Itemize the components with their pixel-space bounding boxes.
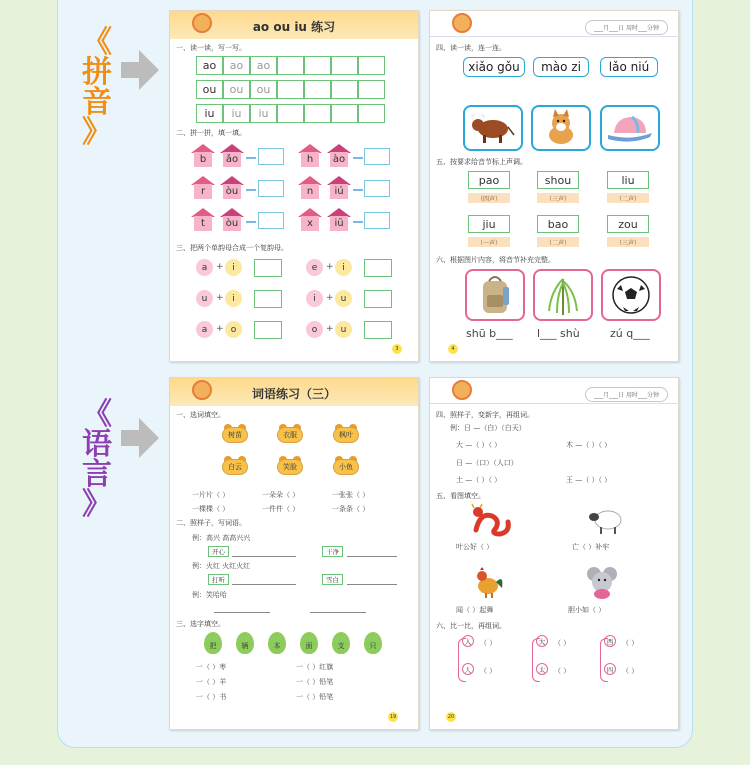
- plus-sign: +: [326, 293, 334, 303]
- question-3: 三、选字填空。: [176, 620, 225, 628]
- idiom-blank[interactable]: 叶公好（ ）: [456, 543, 494, 551]
- fill-blank[interactable]: （ ）: [554, 667, 571, 675]
- label-char: 音: [82, 85, 112, 120]
- word-bear[interactable]: 小鱼: [333, 456, 359, 476]
- house-consonant: x: [298, 208, 322, 232]
- cell: iu: [196, 104, 223, 123]
- page-number: 20: [447, 714, 455, 720]
- blank-cell[interactable]: [358, 80, 385, 99]
- date-time-header: ___月___日 用时___分钟: [585, 387, 668, 402]
- label-char: 《: [82, 25, 112, 60]
- vowel-a: a: [196, 259, 213, 276]
- page-title: ao ou iu 练习: [252, 20, 336, 34]
- answer-line[interactable]: [347, 584, 397, 585]
- fill-blank[interactable]: 木 —（ ）（ ）: [566, 441, 612, 449]
- mouse-picture: [582, 564, 622, 600]
- fill-blank[interactable]: 一（ ）铅笔: [296, 693, 334, 701]
- syllable-box[interactable]: zou: [607, 215, 649, 233]
- fill-blank[interactable]: shū b___: [466, 327, 513, 340]
- house-consonant: t: [191, 208, 215, 232]
- compare-char: 太: [536, 663, 548, 675]
- cell: ao: [196, 56, 223, 75]
- answer-box[interactable]: [364, 290, 392, 308]
- fill-blank[interactable]: （ ）: [480, 667, 497, 675]
- title-bar: [430, 11, 678, 37]
- house-vowel: ǎo: [220, 144, 244, 168]
- arrow-connector: [353, 221, 363, 223]
- soccer-ball-picture: [601, 269, 661, 321]
- fill-blank[interactable]: 一（ ）枣: [196, 663, 227, 671]
- tone-label: （二声）: [537, 237, 579, 247]
- blank-cell[interactable]: [277, 104, 304, 123]
- writing-row: [196, 80, 385, 99]
- compare-char: 入: [462, 635, 474, 647]
- arrow-right-icon: [121, 416, 159, 460]
- arrow-connector: [353, 157, 363, 159]
- idiom-blank[interactable]: 胆小如（ ）: [568, 606, 606, 614]
- date-time-header: ___月___日 用时___分钟: [585, 20, 668, 35]
- tone-label: （二声）: [607, 193, 649, 203]
- answer-line[interactable]: [232, 556, 296, 557]
- trace-cell[interactable]: iu: [250, 104, 277, 123]
- house-vowel: iū: [327, 208, 351, 232]
- example-text: 日 —（口）（人口）: [456, 459, 518, 467]
- fill-blank[interactable]: l___ shù: [537, 327, 580, 340]
- trace-cell: iu: [223, 104, 250, 123]
- blank-cell[interactable]: [277, 80, 304, 99]
- fill-blank[interactable]: 王 —（ ）（ ）: [566, 476, 612, 484]
- question-5: 五、按要求给音节标上声调。: [436, 158, 527, 166]
- char-pear[interactable]: 面: [300, 632, 318, 654]
- syllable-box[interactable]: pao: [468, 171, 510, 189]
- sheep-picture: [586, 504, 626, 536]
- trace-cell[interactable]: ou: [250, 80, 277, 99]
- blank-cell[interactable]: [304, 104, 331, 123]
- compare-char: 西: [604, 635, 616, 647]
- compare-char: 人: [462, 663, 474, 675]
- word-bear[interactable]: 笑脸: [277, 456, 303, 476]
- tone-label: （三声）: [537, 193, 579, 203]
- example-text: 例：日 —（白）（白天）: [450, 424, 526, 432]
- blank-cell[interactable]: [331, 56, 358, 75]
- word-box: 雪白: [322, 574, 343, 585]
- fill-blank[interactable]: （ ）: [622, 667, 639, 675]
- willow-tree-picture: [533, 269, 593, 321]
- blank-cell[interactable]: [358, 104, 385, 123]
- question-3: 三、把两个单韵母合成一个复韵母。: [176, 244, 288, 252]
- compare-char: 大: [536, 635, 548, 647]
- answer-box[interactable]: [364, 321, 392, 339]
- house-vowel: ào: [327, 144, 351, 168]
- writing-row: [196, 104, 385, 123]
- workbook-page-20: [429, 377, 679, 730]
- pinyin-word[interactable]: mào zi: [533, 57, 589, 77]
- fill-blank[interactable]: zú q___: [610, 327, 650, 340]
- workbook-page-4: [429, 10, 679, 362]
- pinyin-word[interactable]: xiǎo gǒu: [463, 57, 525, 77]
- label-char: 《: [82, 397, 112, 432]
- tone-label: （一声）: [468, 237, 510, 247]
- pinyin-word[interactable]: lǎo niú: [600, 57, 658, 77]
- compare-char: 四: [604, 663, 616, 675]
- plus-sign: +: [216, 324, 224, 334]
- answer-box[interactable]: [258, 180, 284, 197]
- house-consonant: r: [191, 176, 215, 200]
- title-bar: [170, 11, 418, 39]
- char-pear[interactable]: 支: [332, 632, 350, 654]
- answer-box[interactable]: [258, 212, 284, 229]
- vowel-b: i: [335, 259, 352, 276]
- fill-blank[interactable]: 一（ ）书: [196, 693, 227, 701]
- idiom-blank[interactable]: 亡（ ）补牢: [572, 543, 610, 551]
- trace-cell: ao: [223, 56, 250, 75]
- fill-blank[interactable]: 一条条（ ）: [332, 505, 370, 513]
- writing-row: [196, 56, 385, 75]
- answer-box[interactable]: [254, 321, 282, 339]
- label-char: 言: [82, 457, 112, 492]
- answer-line[interactable]: [347, 556, 397, 557]
- arrow-connector: [246, 157, 256, 159]
- vowel-b: u: [335, 321, 352, 338]
- dragon-picture: [470, 502, 514, 538]
- answer-box[interactable]: [254, 259, 282, 277]
- syllable-box[interactable]: shou: [537, 171, 579, 189]
- word-box: 开心: [208, 546, 229, 557]
- word-bear[interactable]: 树苗: [222, 424, 248, 444]
- arrow-connector: [246, 189, 256, 191]
- arrow-connector: [246, 221, 256, 223]
- char-pear[interactable]: 把: [204, 632, 222, 654]
- vowel-b: o: [225, 321, 242, 338]
- blank-cell[interactable]: [331, 80, 358, 99]
- answer-box[interactable]: [364, 148, 390, 165]
- question-1: 一、读一读，写一写。: [176, 44, 246, 52]
- fill-blank[interactable]: （ ）: [554, 639, 571, 647]
- house-vowel: òu: [220, 208, 244, 232]
- answer-box[interactable]: [258, 148, 284, 165]
- page-number: 19: [389, 714, 397, 720]
- blank-cell[interactable]: [277, 56, 304, 75]
- question-1: 一、选词填空。: [176, 411, 225, 419]
- language-section-label: [80, 397, 114, 522]
- fill-blank[interactable]: 土 —（ ）（ ）: [456, 476, 502, 484]
- char-pear[interactable]: 本: [268, 632, 286, 654]
- house-vowel: òu: [220, 176, 244, 200]
- example-text: 例：笑哈哈: [192, 591, 227, 599]
- char-pear[interactable]: 辆: [236, 632, 254, 654]
- mascot-icon: [452, 380, 472, 400]
- question-2: 二、拼一拼，填一填。: [176, 129, 246, 137]
- fill-blank[interactable]: 一件件（ ）: [262, 505, 300, 513]
- fill-blank[interactable]: 一（ ）羊: [196, 678, 227, 686]
- fill-blank[interactable]: （ ）: [480, 639, 497, 647]
- tone-label: （四声）: [468, 193, 510, 203]
- arrow-right-icon: [121, 48, 159, 92]
- answer-box[interactable]: [254, 290, 282, 308]
- house-consonant: n: [298, 176, 322, 200]
- vowel-a: i: [306, 290, 323, 307]
- plus-sign: +: [326, 324, 334, 334]
- blank-cell[interactable]: [331, 104, 358, 123]
- workbook-page-3: [169, 10, 419, 362]
- workbook-page-19: [169, 377, 419, 730]
- char-pear[interactable]: 只: [364, 632, 382, 654]
- backpack-picture: [465, 269, 525, 321]
- vowel-b: u: [335, 290, 352, 307]
- word-bear[interactable]: 枫叶: [333, 424, 359, 444]
- syllable-box[interactable]: bao: [537, 215, 579, 233]
- tone-label: （三声）: [607, 237, 649, 247]
- answer-line[interactable]: [232, 584, 296, 585]
- vowel-b: i: [225, 290, 242, 307]
- page-number: 3: [392, 344, 402, 354]
- syllable-box[interactable]: jiu: [468, 215, 510, 233]
- word-bear[interactable]: 白云: [222, 456, 248, 476]
- question-4: 四、照样子，变新字，再组词。: [436, 411, 534, 419]
- ox-picture[interactable]: [463, 105, 523, 151]
- title-bar: [430, 378, 678, 404]
- answer-box[interactable]: [364, 259, 392, 277]
- mascot-icon: [452, 13, 472, 33]
- question-2: 二、照样子，写词语。: [176, 519, 246, 527]
- fill-blank[interactable]: 一朵朵（ ）: [262, 491, 300, 499]
- plus-sign: +: [216, 262, 224, 272]
- trace-cell: ou: [223, 80, 250, 99]
- label-char: 拼: [82, 55, 112, 90]
- answer-box[interactable]: [364, 212, 390, 229]
- arrow-connector: [353, 189, 363, 191]
- plus-sign: +: [216, 293, 224, 303]
- fill-blank[interactable]: 一棵棵（ ）: [192, 505, 230, 513]
- plus-sign: +: [326, 262, 334, 272]
- word-box: 打听: [208, 574, 229, 585]
- question-4: 四、读一读，连一连。: [436, 44, 506, 52]
- fill-blank[interactable]: 大 —（ ）（ ）: [456, 441, 502, 449]
- trace-cell[interactable]: ao: [250, 56, 277, 75]
- house-consonant: b: [191, 144, 215, 168]
- label-char: 》: [82, 115, 112, 150]
- answer-line[interactable]: [214, 612, 270, 613]
- fill-blank[interactable]: 一片片（ ）: [192, 491, 230, 499]
- question-6: 六、比一比，再组词。: [436, 622, 506, 630]
- answer-line[interactable]: [310, 612, 366, 613]
- blank-cell[interactable]: [304, 80, 331, 99]
- fill-blank[interactable]: 一（ ）红旗: [296, 663, 334, 671]
- blank-cell[interactable]: [358, 56, 385, 75]
- word-bear[interactable]: 衣服: [277, 424, 303, 444]
- question-6: 六、根据图片内容，将音节补充完整。: [436, 256, 555, 264]
- label-char: 语: [82, 427, 112, 462]
- answer-box[interactable]: [364, 180, 390, 197]
- house-vowel: iú: [327, 176, 351, 200]
- fill-blank[interactable]: 一张张（ ）: [332, 491, 370, 499]
- fill-blank[interactable]: 一（ ）铅笔: [296, 678, 334, 686]
- vowel-b: i: [225, 259, 242, 276]
- blank-cell[interactable]: [304, 56, 331, 75]
- fill-blank[interactable]: （ ）: [622, 639, 639, 647]
- vowel-a: u: [196, 290, 213, 307]
- title-bar: [170, 378, 418, 406]
- example-text: 例：高兴 高高兴兴: [192, 534, 251, 542]
- vowel-a: o: [306, 321, 323, 338]
- idiom-blank[interactable]: 闻（ ）起舞: [456, 606, 494, 614]
- page-number: 4: [448, 344, 458, 354]
- dog-picture[interactable]: [531, 105, 591, 151]
- word-box: 干净: [322, 546, 343, 557]
- question-5: 五、看图填空。: [436, 492, 485, 500]
- label-char: 》: [82, 487, 112, 522]
- cap-picture[interactable]: [600, 105, 660, 151]
- rooster-picture: [470, 564, 506, 600]
- syllable-box[interactable]: liu: [607, 171, 649, 189]
- house-consonant: h: [298, 144, 322, 168]
- vowel-a: a: [196, 321, 213, 338]
- pinyin-section-label: [80, 25, 114, 150]
- example-text: 例：火红 火红火红: [192, 562, 251, 570]
- page-title: 词语练习（三）: [251, 387, 336, 401]
- vowel-a: e: [306, 259, 323, 276]
- cell: ou: [196, 80, 223, 99]
